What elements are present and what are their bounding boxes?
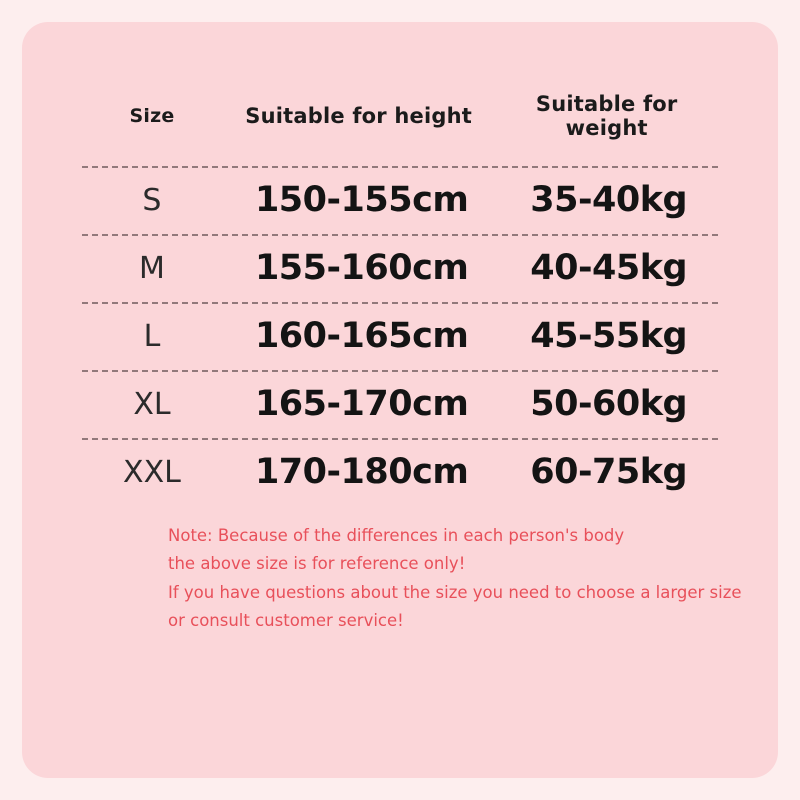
cell-weight: 35-40kg	[530, 180, 688, 220]
table-row	[82, 168, 718, 234]
divider-cell	[82, 438, 718, 440]
table-body	[82, 166, 718, 506]
cell-size: XL	[133, 386, 171, 422]
column-header-size: Size	[129, 105, 175, 127]
cell-size: XXL	[123, 454, 181, 490]
cell-weight: 40-45kg	[530, 248, 688, 288]
column-header-weight: Suitable for weight	[535, 92, 678, 140]
cell-size: M	[139, 250, 165, 286]
table-row	[82, 236, 718, 302]
cell-size: L	[143, 318, 161, 354]
cell-height: 150-155cm	[254, 180, 469, 220]
size-note	[82, 522, 742, 636]
note-line: Note: Because of the differences in each person's body	[168, 526, 625, 545]
note-line: the above size is for reference only!	[168, 554, 466, 574]
note-line: If you have questions about the size you need to choose a larger size	[168, 582, 742, 602]
cell-weight: 50-60kg	[530, 384, 688, 424]
dashed-line	[82, 302, 718, 304]
cell-height: 170-180cm	[254, 452, 469, 492]
dashed-line	[82, 234, 718, 236]
cell-height: 165-170cm	[254, 384, 469, 424]
dashed-line	[82, 438, 718, 440]
cell-height: 155-160cm	[254, 248, 469, 288]
note-line: or consult customer service!	[168, 611, 404, 631]
table-header	[82, 82, 718, 166]
divider-cell	[82, 302, 718, 304]
divider-cell	[82, 370, 718, 372]
dashed-line	[82, 166, 718, 168]
cell-size: S	[142, 182, 162, 218]
row-divider	[82, 370, 718, 372]
cell-weight: 45-55kg	[530, 316, 688, 356]
row-divider	[82, 302, 718, 304]
row-divider	[82, 234, 718, 236]
divider-cell	[82, 166, 718, 168]
column-header-height: Suitable for height	[245, 104, 472, 128]
row-divider	[82, 438, 718, 440]
dashed-line	[82, 370, 718, 372]
header-row	[82, 82, 718, 166]
size-chart-card	[22, 22, 778, 778]
cell-weight: 60-75kg	[530, 452, 688, 492]
table-row	[82, 372, 718, 438]
row-divider	[82, 166, 718, 168]
cell-height: 160-165cm	[254, 316, 469, 356]
divider-cell	[82, 234, 718, 236]
table-row	[82, 304, 718, 370]
table-row	[82, 440, 718, 506]
size-chart-table	[82, 82, 718, 506]
